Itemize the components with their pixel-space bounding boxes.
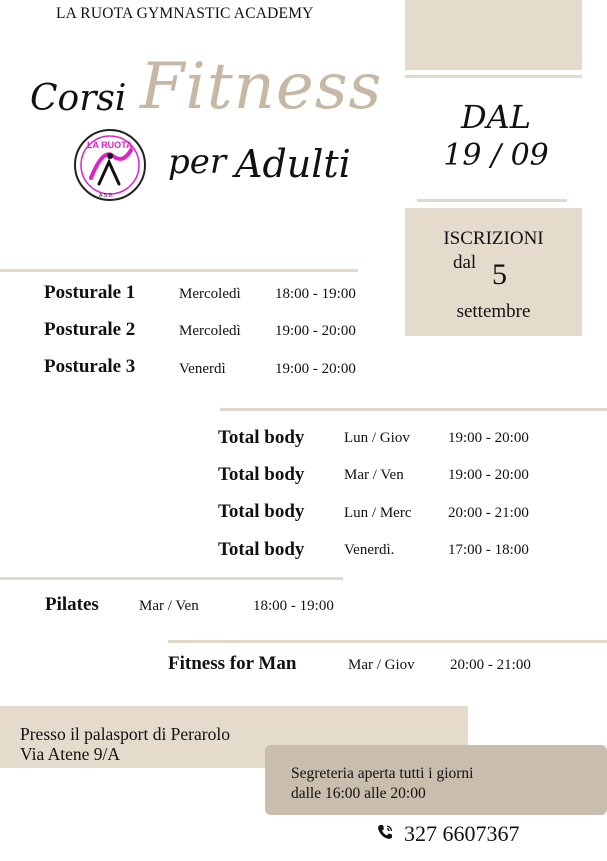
course-day: Lun / Giov bbox=[344, 430, 410, 446]
course-name: Total body bbox=[218, 464, 305, 485]
course-day: Mercoledì bbox=[179, 286, 241, 302]
start-date bbox=[436, 98, 556, 173]
per-title: per bbox=[168, 142, 227, 182]
svg-text:A.S.D.: A.S.D. bbox=[99, 193, 114, 199]
start-date-label: DAL bbox=[460, 98, 531, 136]
course-day: Mar / Ven bbox=[344, 467, 404, 483]
course-time: 19:00 - 20:00 bbox=[275, 361, 356, 377]
registration-day: 5 bbox=[492, 258, 507, 291]
corsi-title: Corsi bbox=[30, 78, 127, 119]
phone-icon bbox=[376, 821, 396, 847]
course-time: 19:00 - 20:00 bbox=[448, 467, 529, 483]
course-name: Pilates bbox=[45, 594, 99, 615]
divider bbox=[220, 408, 607, 411]
course-name: Posturale 3 bbox=[44, 356, 136, 377]
phone-contact bbox=[376, 821, 520, 847]
course-day: Mar / Ven bbox=[139, 598, 199, 614]
registration-month: settembre bbox=[456, 301, 531, 322]
registration-box bbox=[405, 208, 582, 336]
course-time: 18:00 - 19:00 bbox=[253, 598, 334, 614]
course-time: 20:00 - 21:00 bbox=[450, 657, 531, 673]
course-day: Venerdì. bbox=[344, 542, 395, 558]
course-time: 19:00 - 20:00 bbox=[448, 430, 529, 446]
svg-text:LA RUOTA: LA RUOTA bbox=[87, 140, 133, 150]
course-day: Mar / Giov bbox=[348, 657, 415, 673]
course-name: Posturale 1 bbox=[44, 282, 136, 303]
divider bbox=[0, 577, 343, 580]
course-time: 17:00 - 18:00 bbox=[448, 542, 529, 558]
course-time: 20:00 - 21:00 bbox=[448, 505, 529, 521]
divider bbox=[168, 640, 607, 643]
fitness-script-title: Fitness bbox=[140, 50, 383, 124]
course-day: Venerdì bbox=[179, 361, 226, 377]
location-venue: Presso il palasport di Perarolo bbox=[20, 724, 230, 744]
start-date-value: 19 / 09 bbox=[443, 138, 549, 173]
course-time: 19:00 - 20:00 bbox=[275, 323, 356, 339]
course-day: Mercoledì bbox=[179, 323, 241, 339]
academy-logo bbox=[73, 128, 147, 202]
top-right-block bbox=[405, 0, 582, 70]
divider bbox=[405, 75, 582, 78]
course-day: Lun / Merc bbox=[344, 505, 412, 521]
course-name: Total body bbox=[218, 501, 305, 522]
divider bbox=[0, 269, 358, 272]
office-hours-box bbox=[265, 745, 607, 815]
office-hours-line2: dalle 16:00 alle 20:00 bbox=[291, 785, 426, 802]
course-name: Total body bbox=[218, 427, 305, 448]
divider bbox=[417, 199, 567, 202]
registration-dal: dal bbox=[453, 252, 477, 273]
office-hours-line1: Segreteria aperta tutti i giorni bbox=[291, 765, 474, 782]
course-name: Total body bbox=[218, 539, 305, 560]
course-name: Posturale 2 bbox=[44, 319, 136, 340]
adulti-title: Adulti bbox=[235, 142, 351, 186]
location-address: Via Atene 9/A bbox=[20, 744, 121, 764]
academy-name: LA RUOTA GYMNASTIC ACADEMY bbox=[56, 5, 314, 22]
course-time: 18:00 - 19:00 bbox=[275, 286, 356, 302]
phone-number[interactable]: 327 6607367 bbox=[404, 821, 520, 846]
course-name: Fitness for Man bbox=[168, 653, 297, 674]
registration-title: ISCRIZIONI bbox=[443, 228, 544, 249]
